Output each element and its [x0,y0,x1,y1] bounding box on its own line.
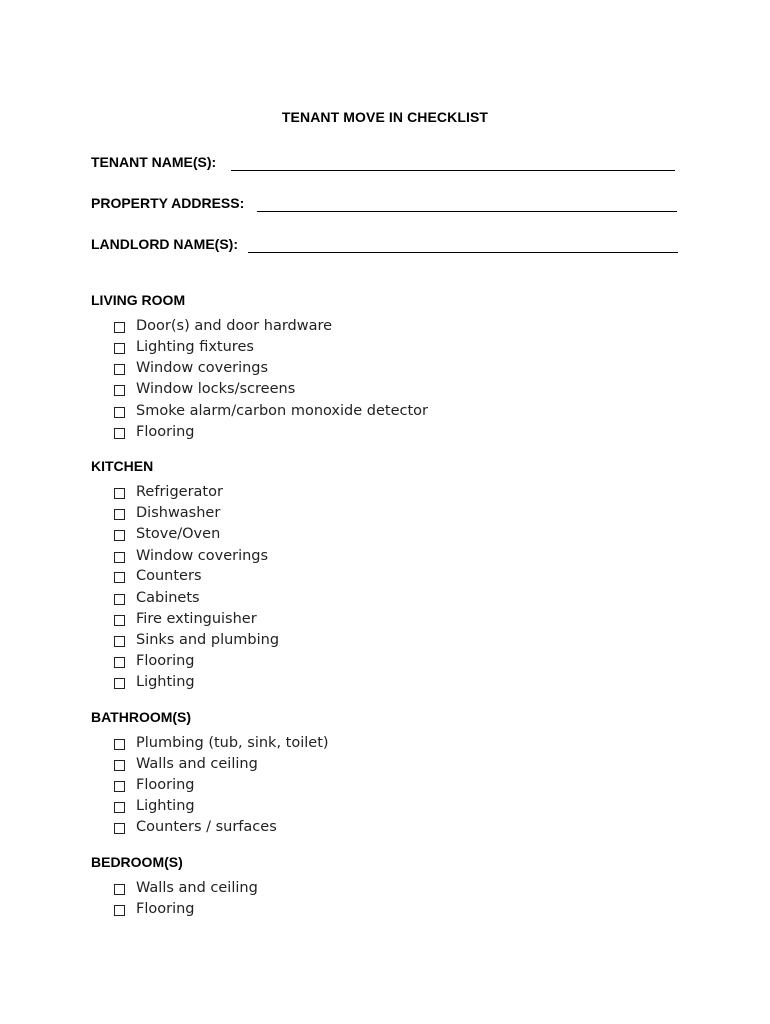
checkbox[interactable] [114,385,125,396]
property-address-input-line[interactable] [257,211,677,212]
section-title-kitchen: KITCHEN [91,458,154,474]
checklist-item-label: Door(s) and door hardware [136,318,333,334]
checklist-item-label: Lighting [136,798,195,814]
tenant-name-field [91,154,676,174]
checklist-item-label: Fire extinguisher [136,611,257,627]
checkbox[interactable] [114,572,125,583]
checklist-item-label: Dishwasher [136,505,221,521]
checkbox[interactable] [114,594,125,605]
checkbox[interactable] [114,322,125,333]
property-address-label: PROPERTY ADDRESS: [91,195,245,211]
checkbox[interactable] [114,760,125,771]
checklist-item-label: Smoke alarm/carbon monoxide detector [136,403,428,419]
tenant-name-label: TENANT NAME(S): [91,154,217,170]
checklist-item-label: Stove/Oven [136,526,221,542]
checkbox[interactable] [114,428,125,439]
landlord-name-field [91,236,679,256]
checklist-item-label: Refrigerator [136,484,223,500]
checkbox[interactable] [114,364,125,375]
checklist-item-label: Window locks/screens [136,381,296,397]
checklist-item-label: Counters / surfaces [136,819,277,835]
checkbox[interactable] [114,509,125,520]
checkbox[interactable] [114,802,125,813]
property-address-field [91,195,678,215]
checkbox[interactable] [114,884,125,895]
checkbox[interactable] [114,678,125,689]
checkbox[interactable] [114,530,125,541]
checklist-item-label: Lighting fixtures [136,339,254,355]
checklist-item-label: Cabinets [136,590,200,606]
tenant-name-input-line[interactable] [231,170,675,171]
document-title: TENANT MOVE IN CHECKLIST [281,109,489,125]
checklist-item-label: Flooring [136,424,195,440]
checkbox[interactable] [114,552,125,563]
checklist-item-label: Plumbing (tub, sink, toilet) [136,735,329,751]
checklist-item-label: Flooring [136,777,195,793]
checkbox[interactable] [114,636,125,647]
checkbox[interactable] [114,905,125,916]
checkbox[interactable] [114,781,125,792]
checklist-item-label: Flooring [136,901,195,917]
section-title-living-room: LIVING ROOM [91,292,186,308]
checkbox[interactable] [114,407,125,418]
checklist-item-label: Lighting [136,674,195,690]
checkbox[interactable] [114,823,125,834]
checklist-item-label: Flooring [136,653,195,669]
checkbox[interactable] [114,657,125,668]
section-title-bedrooms: BEDROOM(S) [91,854,183,870]
checkbox[interactable] [114,615,125,626]
section-title-bathrooms: BATHROOM(S) [91,709,192,725]
checklist-item-label: Window coverings [136,360,269,376]
checkbox[interactable] [114,488,125,499]
checklist-item-label: Sinks and plumbing [136,632,280,648]
checklist-item-label: Walls and ceiling [136,880,258,896]
checkbox[interactable] [114,739,125,750]
landlord-name-label: LANDLORD NAME(S): [91,236,238,252]
landlord-name-input-line[interactable] [248,252,678,253]
checklist-item-label: Walls and ceiling [136,756,258,772]
checklist-item-label: Window coverings [136,548,269,564]
checkbox[interactable] [114,343,125,354]
checklist-item-label: Counters [136,568,202,584]
